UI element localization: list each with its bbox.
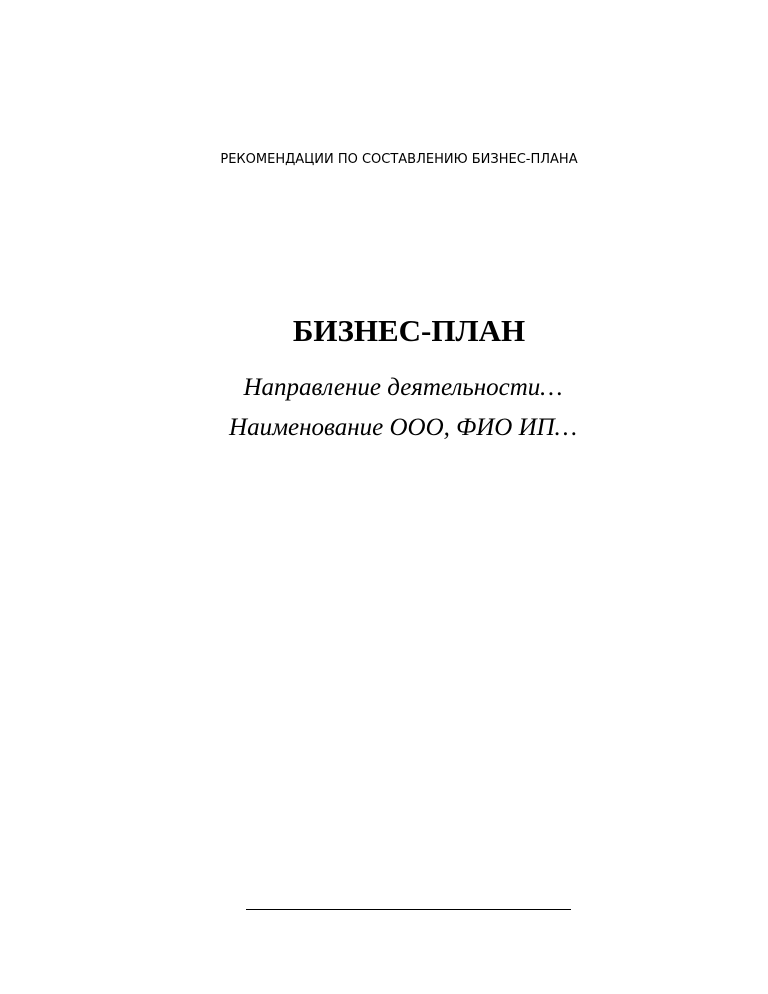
- recommendations-heading: РЕКОМЕНДАЦИИ ПО СОСТАВЛЕНИЮ БИЗНЕС-ПЛАНА: [220, 152, 578, 167]
- entity-name-text: Наименование ООО, ФИО ИП…: [229, 414, 577, 441]
- signature-line: [246, 909, 571, 910]
- page-title: БИЗНЕС-ПЛАН: [292, 313, 526, 348]
- activity-direction-text: Направление деятельности…: [243, 374, 563, 401]
